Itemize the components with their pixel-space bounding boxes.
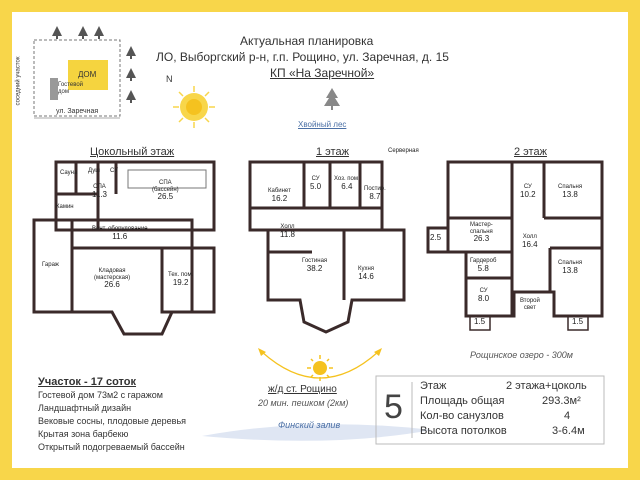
first-floor-title: 1 этаж: [316, 146, 349, 158]
header-line-2: ЛО, Выборгский р-н, г.п. Рощино, ул. Заречная, д. 15: [156, 50, 449, 64]
room-pool: СПА (бассейн) 26.5: [152, 180, 179, 202]
tree-icon: [126, 46, 136, 56]
second-floor-title: 2 этаж: [514, 146, 547, 158]
room-master-bedroom: Мастер- спальня 26.3: [470, 222, 493, 244]
room-garage: Гараж: [42, 262, 59, 268]
plot-feature: Ландшафтный дизайн: [38, 403, 132, 413]
plot-feature: Гостевой дом 73м2 с гаражом: [38, 390, 163, 400]
room-utility: Хоз. пом. 6.4: [334, 176, 360, 191]
room-bedroom: Спальня 13.8: [558, 260, 583, 275]
room-shower: Душ: [88, 168, 101, 174]
stat-label: Высота потолков: [420, 425, 507, 437]
room-fireplace: Камин: [56, 204, 74, 210]
rooms-count: 5: [384, 388, 403, 426]
stat-label: Площадь общая: [420, 395, 505, 407]
stat-label: Кол-во санузлов: [420, 410, 504, 422]
room-wc: СУ: [110, 168, 118, 174]
room-ventilation: Вент. оборудование 11.6: [92, 226, 148, 241]
room-balcony-small: 1.5: [474, 317, 486, 326]
room-spa: СПА 11.3: [92, 184, 107, 199]
basement-title: Цокольный этаж: [90, 146, 175, 158]
stat-value: 293.3м²: [542, 395, 581, 407]
room-wc: СУ 10.2: [520, 184, 536, 199]
header-line-1: Актуальная планировка: [240, 34, 374, 48]
plot-feature: Вековые сосны, плодовые деревья: [38, 416, 187, 426]
forest-label: Хвойный лес: [298, 120, 347, 129]
stat-label: Этаж: [420, 380, 447, 392]
room-wardrobe: Гардероб 5.8: [470, 258, 497, 273]
room-balcony-small: 1.5: [572, 317, 584, 326]
room-kitchen: Кухня 14.6: [358, 266, 375, 281]
guest-house-block: [50, 78, 58, 100]
stat-value: 2 этажа+цоколь: [506, 380, 587, 392]
room-laundry: Постир. 8.7: [364, 186, 386, 201]
stat-value: 4: [564, 410, 571, 422]
tree-icon: [52, 26, 62, 36]
room-storage: Кладовая (мастерская) 26.6: [94, 268, 131, 290]
room-wc: СУ 5.0: [310, 176, 322, 191]
tree-icon: [94, 26, 104, 36]
plot-title: Участок - 17 соток: [38, 376, 137, 388]
room-tech: Тех. пом. 19.2: [168, 272, 194, 287]
tree-icon: [126, 68, 136, 78]
header-line-3: КП «На Заречной»: [270, 66, 375, 80]
room-wc: СУ 8.0: [478, 288, 490, 303]
room-office: Кабинет 16.2: [268, 188, 291, 203]
room-sauna: Сауна: [60, 170, 78, 176]
room-server: Серверная: [388, 148, 419, 154]
room-bedroom: Спальня 13.8: [558, 184, 583, 199]
room-living: Гостиная 38.2: [302, 258, 328, 273]
tree-icon: [78, 26, 88, 36]
neighbor-label: соседний участок: [15, 56, 22, 106]
forest-icon: [324, 88, 340, 110]
walk-label: 20 мин. пешком (2км): [258, 398, 349, 408]
street-label: ул. Заречная: [56, 108, 99, 115]
lake-label: Рощинское озеро - 300м: [470, 350, 573, 360]
station-label: ж/д ст. Рощино: [268, 384, 337, 395]
floor-plan-card: [12, 12, 628, 468]
house-label: ДОМ: [78, 70, 97, 79]
north-label: N: [166, 74, 173, 84]
room-hall: Холл 11.8: [280, 224, 295, 239]
stat-value: 3-6.4м: [552, 425, 585, 437]
room-hall: Холл 16.4: [522, 234, 538, 249]
guest-house-label: Гостевой дом: [58, 82, 84, 95]
plot-feature: Крытая зона барбекю: [38, 429, 129, 439]
room-second-light: Второй свет: [520, 298, 540, 311]
compass-icon: [173, 86, 215, 128]
plot-feature: Открытый подогреваемый бассейн: [38, 442, 185, 452]
gulf-label: Финский залив: [278, 420, 341, 430]
tree-icon: [126, 90, 136, 100]
room-balcony: 2.5: [430, 233, 442, 242]
